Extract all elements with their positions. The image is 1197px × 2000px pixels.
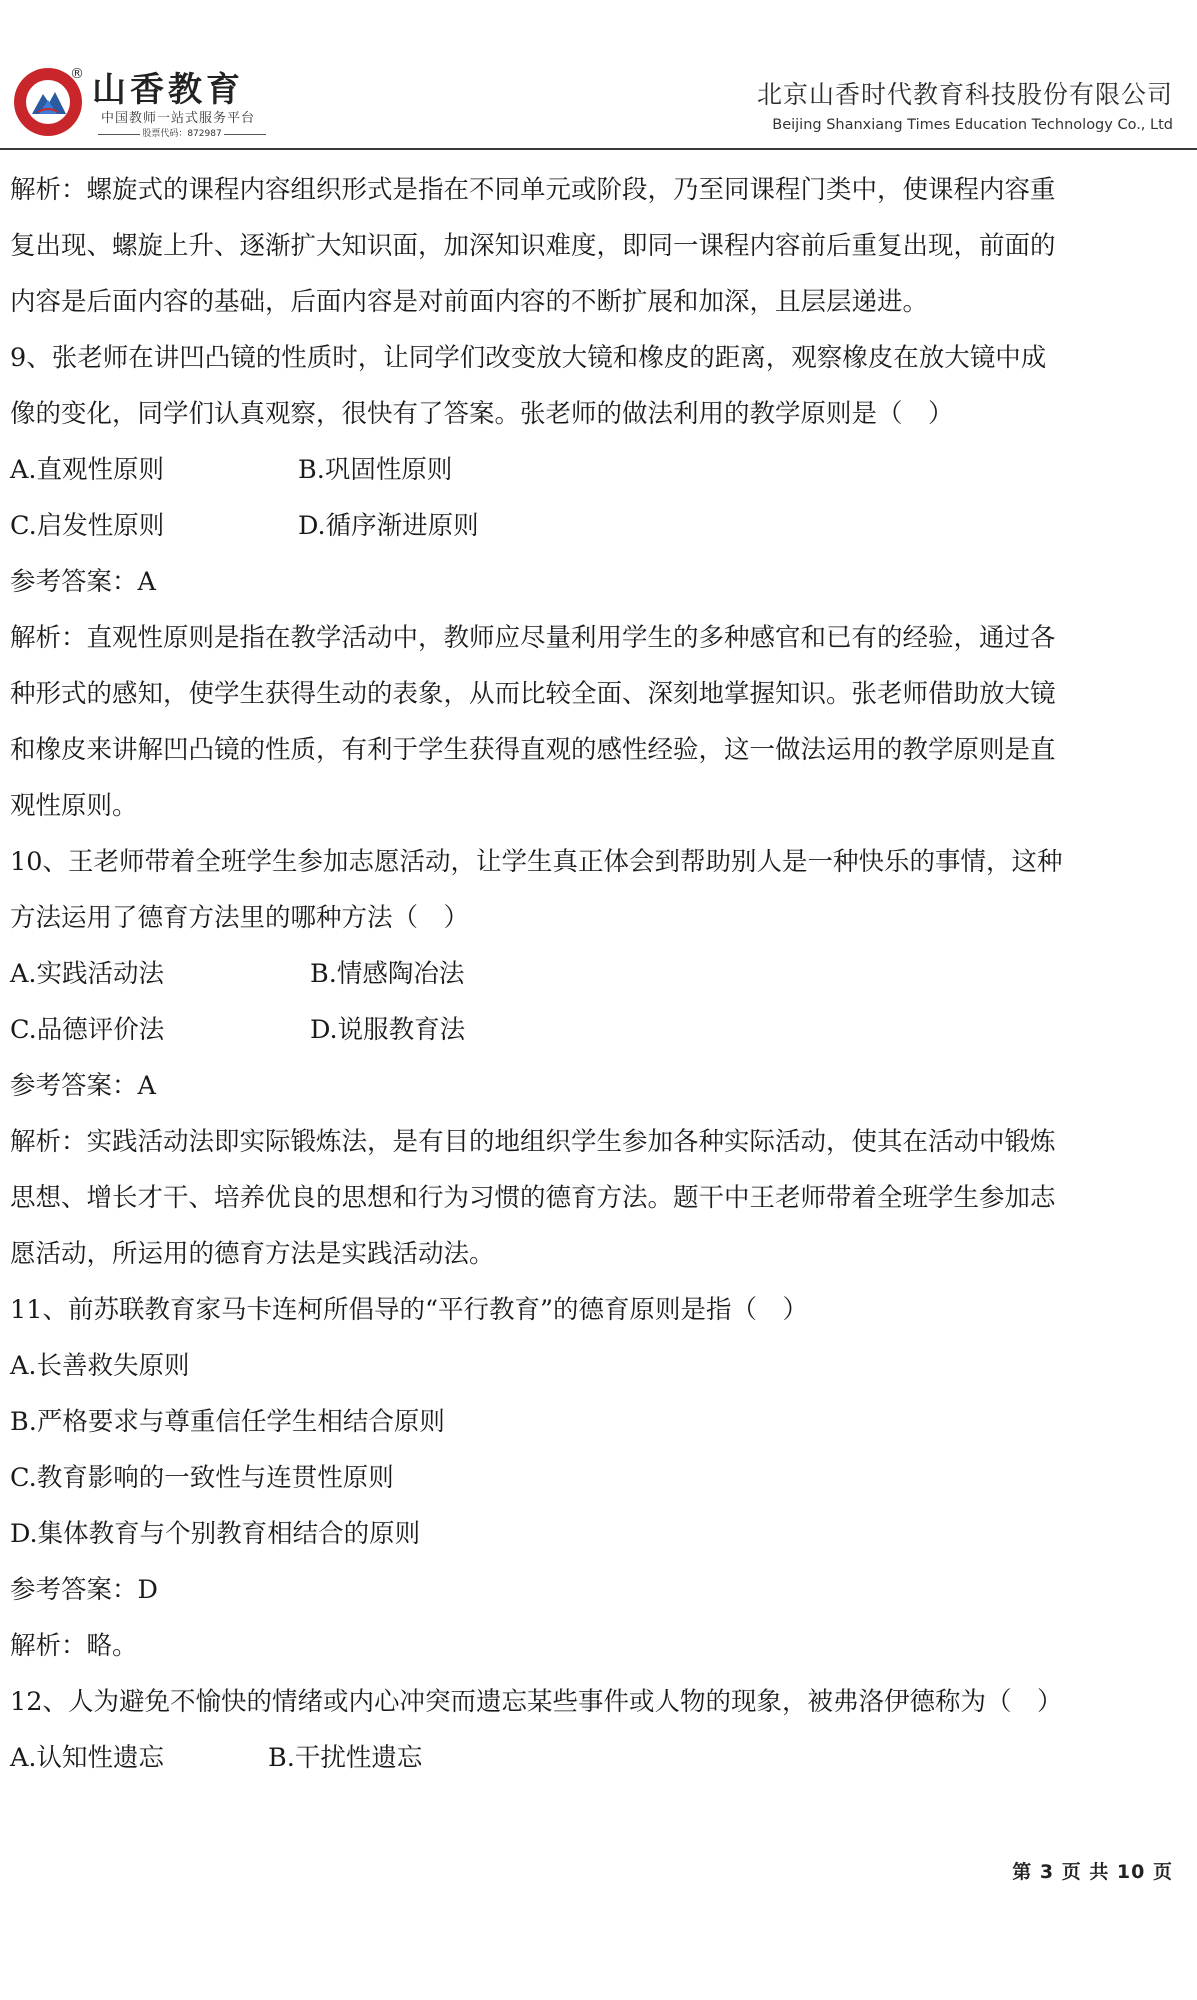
registered-mark: ® <box>70 66 84 82</box>
page-header <box>0 0 1197 148</box>
paragraph-line: 和橡皮来讲解凹凸镜的性质，有利于学生获得直观的感性经验，这一做法运用的教学原则是直 <box>10 735 1056 765</box>
company-name-cn: 北京山香时代教育科技股份有限公司 <box>756 80 1173 109</box>
answer-line: 参考答案：A <box>10 567 156 597</box>
brand-tagline: 中国教师一站式服务平台 <box>101 111 256 126</box>
option-row <box>10 442 1180 498</box>
question-10-line: 10、王老师带着全班学生参加志愿活动，让学生真正体会到帮助别人是一种快乐的事情，这种 <box>10 847 1063 877</box>
question-9-line: 9、张老师在讲凹凸镜的性质时，让同学们改变放大镜和橡皮的距离，观察橡皮在放大镜中成 <box>10 343 1047 373</box>
option-b: B.巩固性原则 <box>298 455 453 485</box>
paragraph-line: 思想、增长才干、培养优良的思想和行为习惯的德育方法。题干中王老师带着全班学生参加志 <box>10 1183 1056 1213</box>
page-number: 第 3 页 共 10 页 <box>1012 1861 1173 1883</box>
divider <box>98 134 140 135</box>
option-a: A.认知性遗忘 <box>10 1743 165 1773</box>
divider <box>224 134 266 135</box>
paragraph-line: 观性原则。 <box>10 791 138 821</box>
option-a: A.直观性原则 <box>10 455 165 485</box>
paragraph-line: 复出现、螺旋上升、逐渐扩大知识面，加深知识难度，即同一课程内容前后重复出现，前面的 <box>10 231 1056 261</box>
option-a: A.实践活动法 <box>10 959 165 989</box>
question-10-line: 方法运用了德育方法里的哪种方法（ ） <box>10 903 470 933</box>
paragraph-line: 解析：螺旋式的课程内容组织形式是指在不同单元或阶段，乃至同课程门类中，使课程内容重 <box>10 175 1056 205</box>
option-c: C.启发性原则 <box>10 511 165 541</box>
option-row <box>10 1002 1180 1058</box>
option-a: A.长善救失原则 <box>10 1351 190 1381</box>
option-d: D.循序渐进原则 <box>298 511 479 541</box>
header-divider <box>0 148 1197 150</box>
option-b: B.严格要求与尊重信任学生相结合原则 <box>10 1407 445 1437</box>
option-b: B.干扰性遗忘 <box>268 1743 423 1773</box>
option-b: B.情感陶冶法 <box>310 959 465 989</box>
brand-code-row <box>98 128 266 140</box>
option-d: D.说服教育法 <box>310 1015 466 1045</box>
question-12-line: 12、人为避免不愉快的情绪或内心冲突而遗忘某些事件或人物的现象，被弗洛伊德称为（ ） <box>10 1687 1063 1717</box>
paragraph-line: 解析：略。 <box>10 1631 138 1661</box>
option-row <box>10 1730 1180 1786</box>
option-c: C.品德评价法 <box>10 1015 165 1045</box>
question-9-line: 像的变化，同学们认真观察，很快有了答案。张老师的做法利用的教学原则是（ ） <box>10 399 954 429</box>
brand-name: 山香教育 <box>92 70 244 110</box>
paragraph-line: 内容是后面内容的基础，后面内容是对前面内容的不断扩展和加深，且层层递进。 <box>10 287 929 317</box>
paragraph-line: 愿活动，所运用的德育方法是实践活动法。 <box>10 1239 495 1269</box>
document-body <box>10 162 1180 1786</box>
option-row <box>10 498 1180 554</box>
paragraph-line: 解析：直观性原则是指在教学活动中，教师应尽量利用学生的多种感官和已有的经验，通过各 <box>10 623 1056 653</box>
stock-code: 股票代码：872987 <box>142 129 222 139</box>
option-d: D.集体教育与个别教育相结合的原则 <box>10 1519 421 1549</box>
option-row <box>10 946 1180 1002</box>
company-name-en: Beijing Shanxiang Times Education Technology Co., Ltd <box>772 117 1173 133</box>
question-11-line: 11、前苏联教育家马卡连柯所倡导的“平行教育”的德育原则是指（ ） <box>10 1295 809 1325</box>
option-c: C.教育影响的一致性与连贯性原则 <box>10 1463 394 1493</box>
answer-line: 参考答案：D <box>10 1575 158 1605</box>
paragraph-line: 解析：实践活动法即实际锻炼法，是有目的地组织学生参加各种实际活动，使其在活动中锻炼 <box>10 1127 1056 1157</box>
paragraph-line: 种形式的感知，使学生获得生动的表象，从而比较全面、深刻地掌握知识。张老师借助放大镜 <box>10 679 1056 709</box>
answer-line: 参考答案：A <box>10 1071 156 1101</box>
